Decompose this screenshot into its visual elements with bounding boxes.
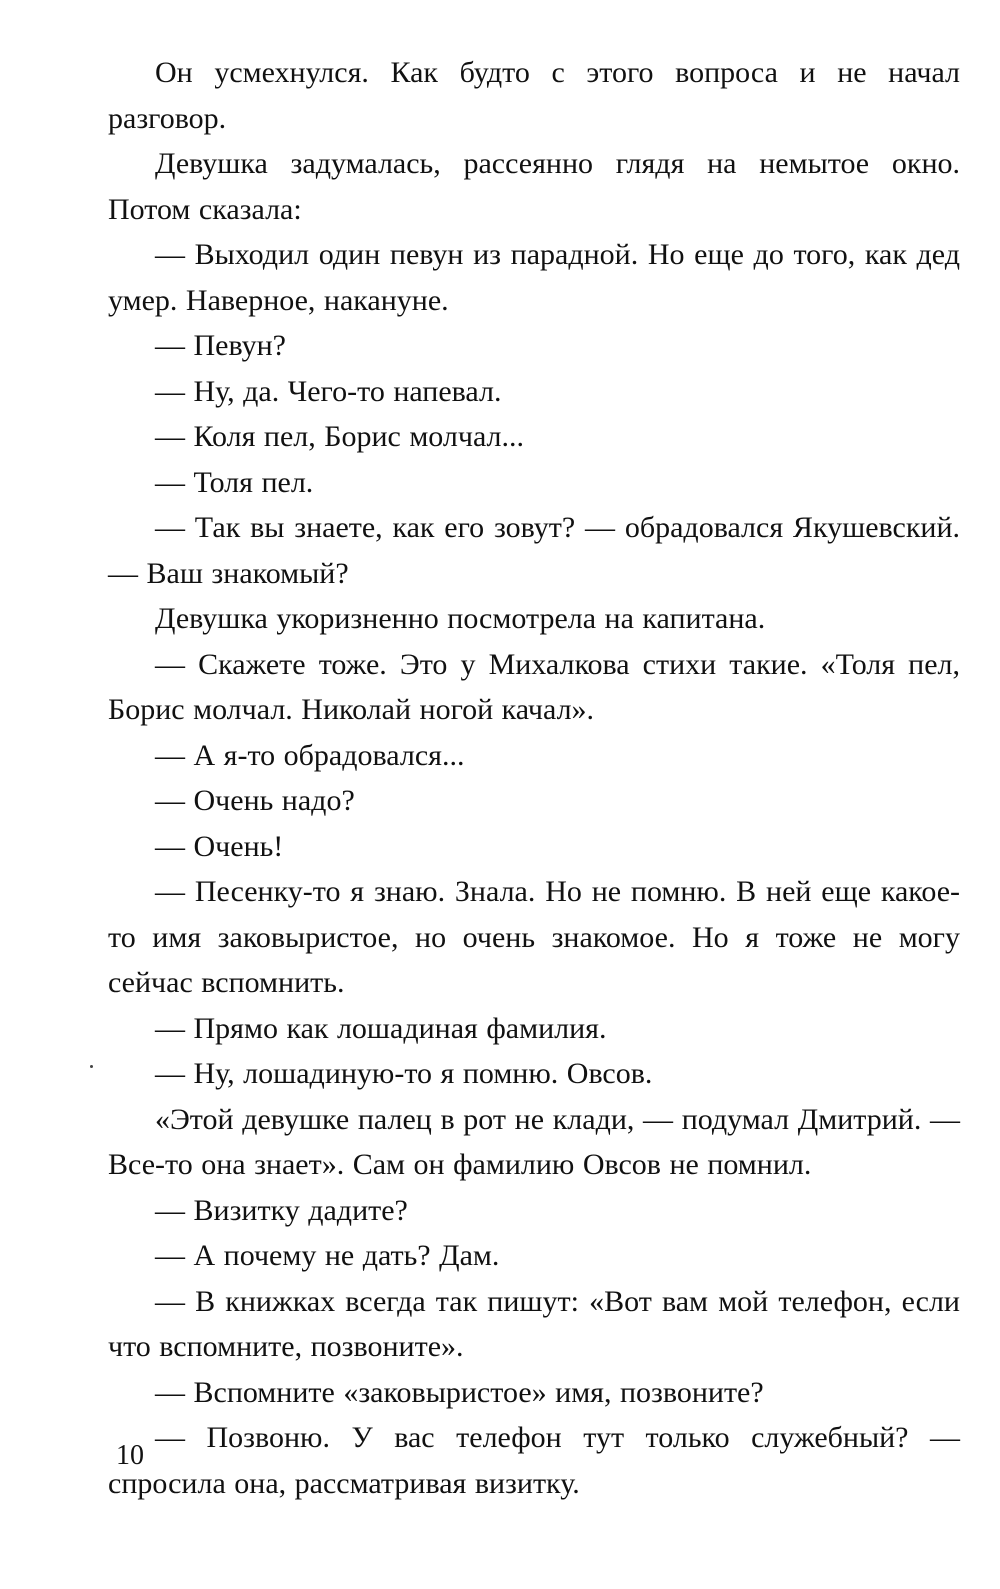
paragraph-11: — А я-то обрадовался... (155, 738, 465, 772)
paragraph-12: — Очень надо? (155, 784, 355, 817)
paragraph-17: «Этой девушке палец в рот не клади, — подумал Дмитрий. — Все-то она знает». Сам он фамилию Овсов не помнил. (108, 1102, 960, 1181)
paragraph-8: — Так вы знаете, как его зовут? — обрадовался Якушевский. — Ваш знакомый? (108, 511, 960, 590)
paragraph-21: — Вспомните «заковыристое» имя, позвоните? (155, 1375, 764, 1409)
paragraph-19: — А почему не дать? Дам. (155, 1239, 500, 1272)
paragraph-4: — Певун? (155, 329, 286, 362)
paragraph-1: Он усмехнулся. Как будто с этого вопроса и не начал разговор. (108, 56, 960, 135)
page-number: 10 (116, 1440, 144, 1471)
page-text (108, 50, 960, 1506)
paragraph-2: Девушка задумалась, рассеянно глядя на немытое окно. Потом сказала: (108, 147, 960, 226)
paragraph-10: — Скажете тоже. Это у Михалкова стихи такие. «Толя пел, Борис молчал. Николай ногой качал». (108, 647, 960, 726)
paragraph-3: — Выходил один певун из парадной. Но еще до того, как дед умер. Наверное, накануне. (108, 238, 960, 317)
paragraph-16: — Ну, лошадиную-то я помню. Овсов. (155, 1057, 653, 1090)
paragraph-18: — Визитку дадите? (155, 1193, 408, 1227)
paragraph-22: — Позвоню. У вас телефон тут только служебный? — спросила она, рассматривая визитку. (108, 1421, 960, 1500)
paragraph-7: — Толя пел. (155, 465, 314, 499)
paragraph-14: — Песенку-то я знаю. Знала. Но не помню. В ней еще какое-то имя заковыристое, но очень знакомое. Но я тоже не могу сейчас вспомнить. (108, 875, 960, 999)
paragraph-9: Девушка укоризненно посмотрела на капитана. (155, 602, 766, 635)
paragraph-15: — Прямо как лошадиная фамилия. (155, 1011, 607, 1045)
paragraph-13: — Очень! (155, 829, 284, 863)
paragraph-6: — Коля пел, Борис молчал... (155, 420, 525, 453)
scan-speck (90, 1065, 93, 1068)
paragraph-5: — Ну, да. Чего-то напевал. (155, 374, 502, 408)
paragraph-20: — В книжках всегда так пишут: «Вот вам мой телефон, если что вспомните, позвоните». (108, 1284, 960, 1363)
